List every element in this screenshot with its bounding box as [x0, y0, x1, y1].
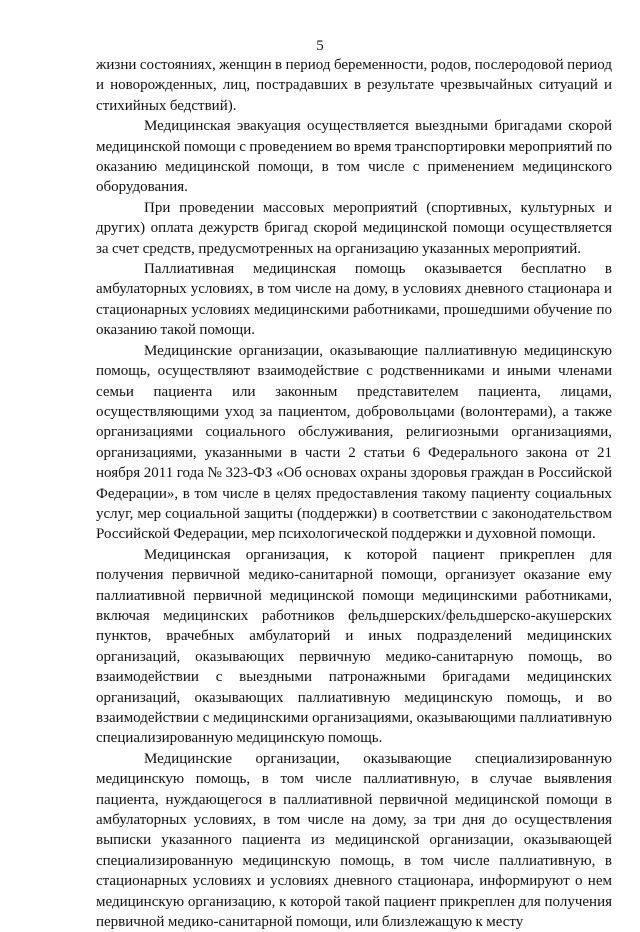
paragraph-continuation: жизни состояниях, женщин в период беременности, родов, послеродовой период и новорожденных, лиц, пострадавших в результате чрезвычайных ситуаций и стихийных бедствий).: [96, 57, 612, 114]
paragraph-palliative-organizations: Медицинские организации, оказывающие паллиативную медицинскую помощь, осуществляют взаимодействие с родственниками и иными членами семьи пациента или законным представителем пациента, лицами, осуществляющими уход за пациентом, добровольцами (волонтерами), а также организациями социального обслуживания, религиозными организациями, организациями, указанными в части 2 статьи 6 Федерального закона от 21 ноября 2011 года № 323-ФЗ «Об основах охраны здоровья граждан в Российской Федерации», в том числе в целях предоставления такому пациенту социальных услуг, мер социальной защиты (поддержки) в соответствии с законодательством Российской Федерации, мер психологической поддержки и духовной помощи.: [96, 342, 612, 543]
paragraph-mass-events: При проведении массовых мероприятий (спортивных, культурных и других) оплата дежурств бригад скорой медицинской помощи осуществляется за счет средств, предусмотренных на организацию указанных мероприятий.: [96, 199, 612, 257]
paragraph-medical-evacuation: Медицинская эвакуация осуществляется выездными бригадами скорой медицинской помощи с проведением во время транспортировки мероприятий по оказанию медицинской помощи, в том числе с применением медицинского оборудования.: [96, 118, 612, 196]
document-body: [96, 55, 612, 932]
paragraph-palliative-care: Паллиативная медицинская помощь оказывается бесплатно в амбулаторных условиях, в том числе на дому, в условиях дневного стационара и стационарных условиях медицинскими работниками, прошедшими обучение по оказанию такой помощи.: [96, 261, 612, 339]
page-number: 5: [316, 38, 324, 54]
paragraph-specialized-care: Медицинские организации, оказывающие специализированную медицинскую помощь, в том числе паллиативную, в случае выявления пациента, нуждающегося в паллиативной первичной медицинской помощи в амбулаторных условиях, в том числе на дому, за три дня до осуществления выписки указанного пациента из медицинской организации, оказывающей специализированную медицинскую помощь, в том числе паллиативную, в стационарных условиях и условиях дневного стационара, информируют о нем медицинскую организацию, к которой такой пациент прикреплен для получения первичной медико-санитарной помощи, или близлежащую к месту: [96, 750, 612, 931]
paragraph-primary-care-organization: Медицинская организация, к которой пациент прикреплен для получения первичной медико-санитарной помощи, организует оказание ему паллиативной первичной медицинской помощи медицинскими работниками, включая медицинских работников фельдшерских/фельдшерско-акушерских пунктов, врачебных амбулаторий и иных подразделений медицинских организаций, оказывающих первичную медико-санитарную помощь, во взаимодействии с выездными патронажными бригадами медицинских организаций, оказывающих паллиативную медицинскую помощь, и во взаимодействии с медицинскими организациями, оказывающими паллиативную специализированную медицинскую помощь.: [96, 546, 612, 747]
